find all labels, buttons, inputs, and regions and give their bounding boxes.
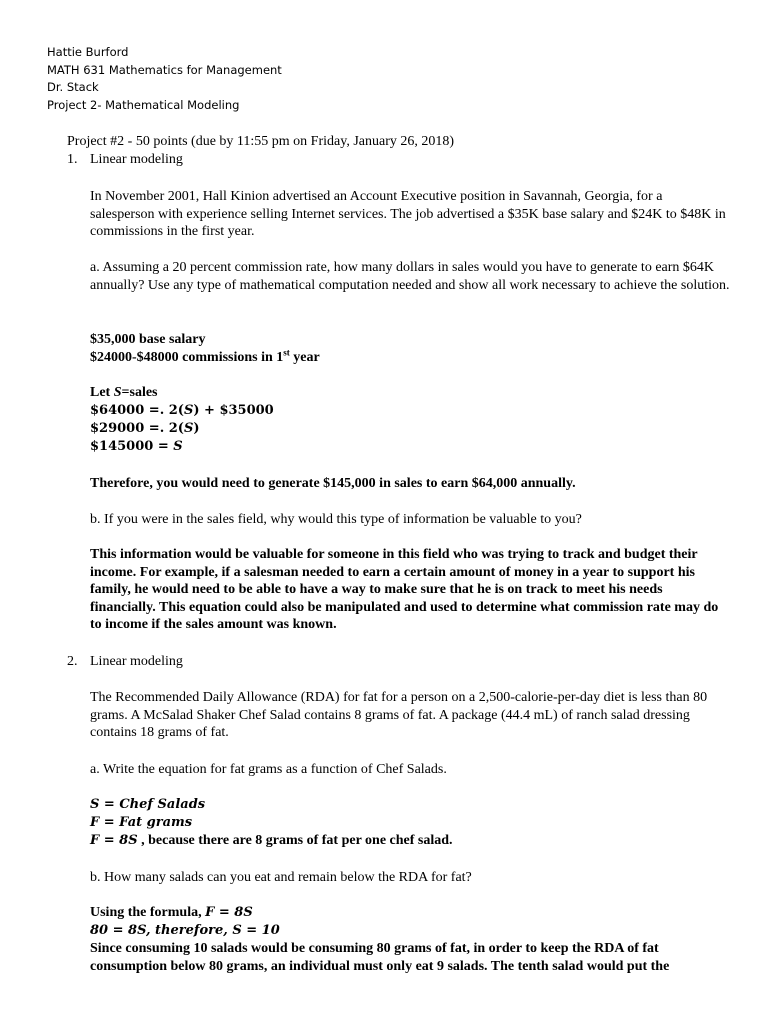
salary-facts <box>90 331 730 366</box>
project-line: Project #2 - 50 points (due by 11:55 pm on Friday, January 26, 2018) <box>67 134 455 149</box>
section-1-question-b: b. If you were in the sales field, why would this type of information be valuable to you? <box>90 512 582 527</box>
formula-line: Using the formula, F = 8S <box>90 905 253 920</box>
answer-a: Therefore, you would need to generate $145,000 in sales to earn $64,000 annually. <box>90 476 576 491</box>
section-1-intro <box>90 188 730 241</box>
section-1-question-a <box>90 259 730 294</box>
equation-block-1 <box>90 402 730 456</box>
equation-1: $64000 =. 2(S) + $35000 <box>90 403 274 418</box>
commissions-range: $24000-$48000 commissions in 1st year <box>90 346 320 365</box>
equation-3: $145000 = S <box>90 439 183 454</box>
section-2-number: 2. <box>67 654 78 669</box>
section-2-intro: The Recommended Daily Allowance (RDA) for fat for a person on a 2,500-calorie-per-day diet is less than 80 grams. A McSalad Shaker Chef Salad contains 8 grams of fat. A package (44.4 mL) of ranch salad dressing contains 18 grams of fat. <box>90 690 708 740</box>
section-2-question-b: b. How many salads can you eat and remain below the RDA for fat? <box>90 870 472 885</box>
answer-2b <box>90 904 730 975</box>
answer-b: This information would be valuable for someone in this field who was trying to track and budget their income. For example, if a salesman needed to earn a certain amount of money in a year to support his family, he would need to be able to have a way to make sure that he is on track to meet his needs financially. This equation could also be manipulated and used to determine what commission rate may do to income if the sales amount was known. <box>90 547 719 632</box>
fat-equation: F = 8S , because there are 8 grams of fat per one chef salad. <box>90 833 453 848</box>
section-1-intro-text: In November 2001, Hall Kinion advertised an Account Executive position in Savannah, Georgia, for a salesperson with experience selling Internet services. The job advertised a $35K base salary and $24K to $48K in commissions in the first year. <box>90 189 726 239</box>
section-1-title: Linear modeling <box>90 152 183 167</box>
student-header <box>47 44 282 114</box>
section-1-number: 1. <box>67 152 78 167</box>
instructor-name: Dr. Stack <box>47 80 99 94</box>
course-title: MATH 631 Mathematics for Management <box>47 62 282 77</box>
answer-2b-text: Since consuming 10 salads would be consuming 80 grams of fat, in order to keep the RDA of fat consumption below 80 grams, an individual must only eat 9 salads. The tenth salad would put the <box>90 941 670 974</box>
section-2-title: Linear modeling <box>90 654 183 669</box>
definition-block <box>90 796 730 850</box>
definition-f: F = Fat grams <box>90 815 193 830</box>
definition-s: S = Chef Salads <box>90 797 206 812</box>
equation-2: $29000 =. 2(S) <box>90 421 200 436</box>
let-statement: Let S=sales <box>90 385 158 400</box>
base-salary: $35,000 base salary <box>90 332 206 347</box>
project-title: Project 2- Mathematical Modeling <box>47 97 240 112</box>
question-a-text: a. Assuming a 20 percent commission rate, how many dollars in sales would you have to generate to earn $64K annually? Use any type of mathematical computation needed and show all work necessary to achieve the solution. <box>90 260 730 293</box>
section-2-question-a: a. Write the equation for fat grams as a function of Chef Salads. <box>90 762 447 777</box>
student-name: Hattie Burford <box>47 45 129 59</box>
result-line: 80 = 8S, therefore, S = 10 <box>90 923 280 938</box>
